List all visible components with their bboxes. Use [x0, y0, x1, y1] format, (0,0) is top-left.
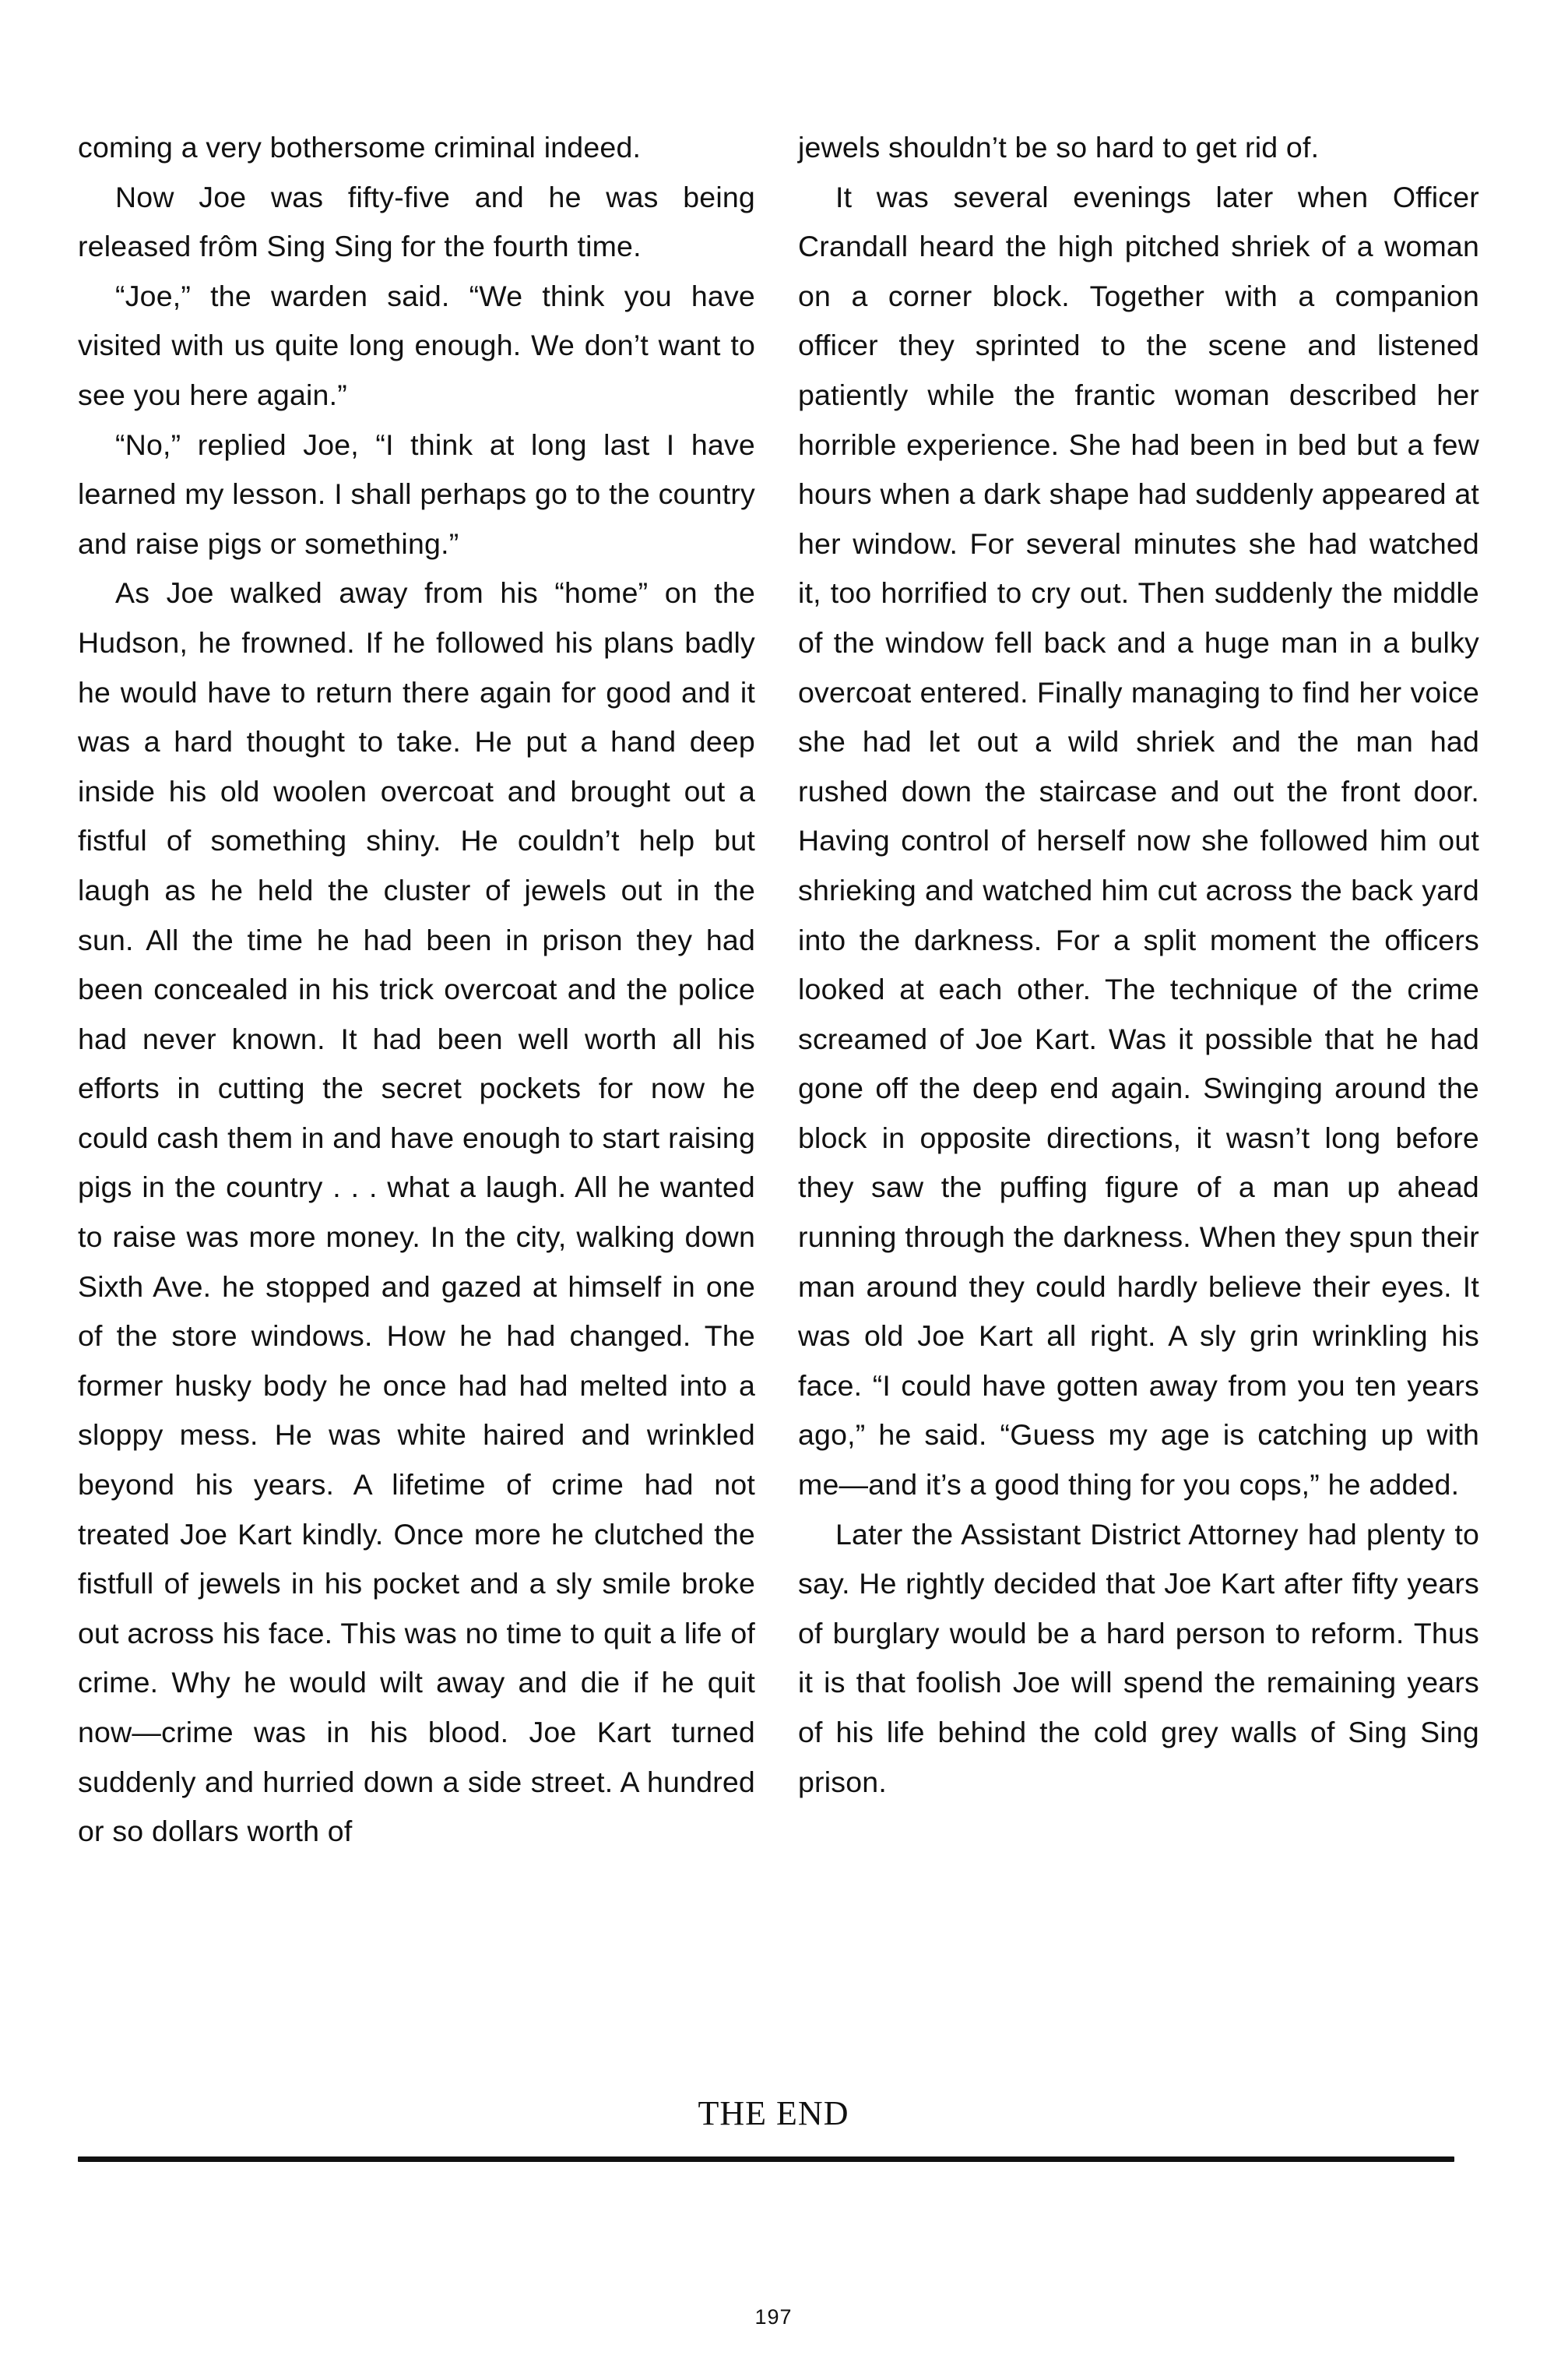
paragraph: “No,” replied Joe, “I think at long last I have learned my lesson. I shall perhaps go to the country and raise pigs or something.”: [78, 428, 755, 560]
right-text-column: [798, 123, 1479, 1807]
paragraph: As Joe walked away from his “home” on the Hudson, he frowned. If he followed his plans badly he would have to return there again for good and it was a hard thought to take. He put a hand deep inside his old woolen overcoat and brought out a fistful of something shiny. He couldn’t help but laugh as he held the cluster of jewels out in the sun. All the time he had been in prison they had been concealed in his trick overcoat and the police had never known. It had been well worth all his efforts in cutting the secret pockets for now he could cash them in and have enough to start raising pigs in the country . . . what a laugh. All he wanted to raise was more money. In the city, walking down Sixth Ave. he stopped and gazed at himself in one of the store windows. How he had changed. The former husky body he once had had melted into a sloppy mess. He was white haired and wrinkled beyond his years. A lifetime of crime had not treated Joe Kart kindly. Once more he clutched the fistfull of jewels in his pocket and a sly smile broke out across his face. This was no time to quit a life of crime. Why he would wilt away and die if he quit now—crime was in his blood. Joe Kart turned suddenly and hurried down a side street. A hundred or so dollars worth of: [78, 576, 755, 1848]
paragraph: jewels shouldn’t be so hard to get rid of.: [798, 131, 1320, 164]
the-end-heading: THE END: [698, 2094, 849, 2132]
left-text-column: [78, 123, 755, 1857]
paragraph: It was several evenings later when Officer Crandall heard the high pitched shriek of a woman on a corner block. Together with a companion officer they sprinted to the scene and listened patiently while the frantic woman described her horrible experience. She had been in bed but a few hours when a dark shape had suddenly appeared at her window. For several minutes she had watched it, too horrified to cry out. Then suddenly the middle of the window fell back and a huge man in a bulky overcoat entered. Finally managing to find her voice she had let out a wild shriek and the man had rushed down the staircase and out the front door. Having control of herself now she followed him out shrieking and watched him cut across the back yard into the darkness. For a split moment the officers looked at each other. The technique of the crime screamed of Joe Kart. Was it possible that he had gone off the deep end again. Swinging around the block in opposite directions, it wasn’t long before they saw the puffing figure of a man up ahead running through the darkness. When they spun their man around they could hardly believe their eyes. It was old Joe Kart all right. A sly grin wrinkling his face. “I could have gotten away from you ten years ago,” he said. “Guess my age is catching up with me—and it’s a good thing for you cops,” he added.: [798, 180, 1479, 1502]
paragraph: Later the Assistant District Attorney had plenty to say. He rightly decided that Joe Kart after fifty years of burglary would be a hard person to reform. Thus it is that foolish Joe will spend the remaining years of his life behind the cold grey walls of Sing Sing prison.: [798, 1517, 1479, 1798]
horizontal-rule: [78, 2156, 1454, 2162]
paragraph: coming a very bothersome criminal indeed.: [78, 131, 642, 164]
paragraph: Now Joe was fifty-five and he was being released frôm Sing Sing for the fourth time.: [78, 180, 755, 263]
page-number: 197: [754, 2305, 793, 2329]
paragraph: “Joe,” the warden said. “We think you have visited with us quite long enough. We don’t want to see you here again.”: [78, 279, 755, 411]
